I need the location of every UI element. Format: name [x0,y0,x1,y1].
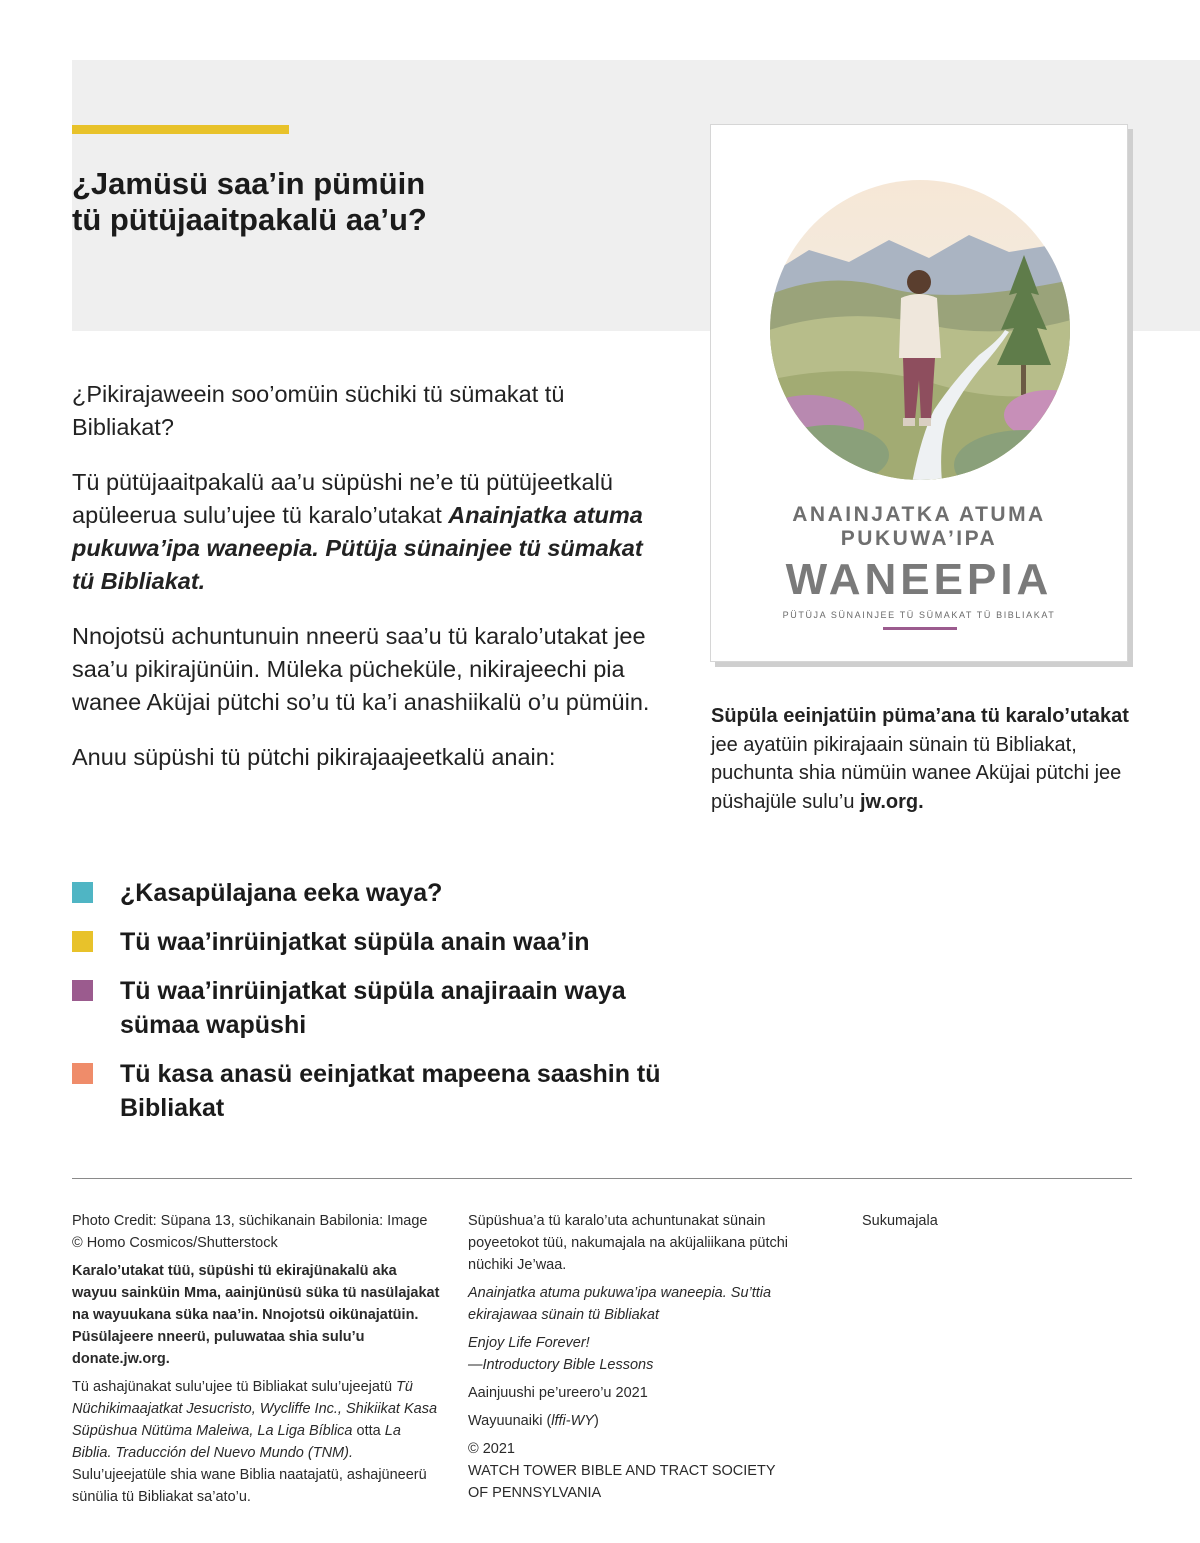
bible-translation-note [72,1376,442,1508]
local-title-text: Anainjatka atuma pukuwa’ipa waneepia. Su’ttia ekirajawaa sünain tü Bibliakat [468,1285,772,1323]
photo-credit: Photo Credit: Süpana 13, süchikanain Babilonia: Image © Homo Cosmicos/Shutterstock [72,1213,428,1251]
topic-label: Tü kasa anasü eeinjatkat mapeena saashin tü Bibliakat [120,1060,661,1122]
topic-label: Tü waa’inrüinjatkat süpüla anajiraain waya sümaa wapüshi [120,977,626,1039]
intro-question: ¿Pikirajaweein soo’omüin süchiki tü sümakat tü Bibliakat? [72,381,565,440]
printing-info: Aainjuushi pe’ureero’u 2021 [468,1385,648,1401]
bible-note-part: otta [352,1423,385,1439]
footer-col-credits [72,1210,442,1514]
cover-title-main: WANEEPIA [785,555,1053,604]
page-title-line1: ¿Jamüsü saa’in pümüin [72,166,426,201]
copyright-year: © 2021 [468,1441,515,1457]
publisher-line2: OF PENNSYLVANIA [468,1485,602,1501]
intro-description-text: Tü pütüjaaitpakalü aa’u süpüshi ne’e tü pütüjeetkalü apüleerua sulu’ujee tü karalo’utakat [72,469,613,528]
jw-org-link[interactable]: jw.org. [860,790,924,813]
side-note [711,702,1131,816]
bible-note-part: La Biblia. Traducción del Nuevo Mundo (TNM). [72,1423,401,1461]
donation-note: Karalo’utakat tüü, süpüshi tü ekirajünakalü aka wayuu sainküin Mma, aainjünüsü süka tü nasülajakat na wayuukana süka naa’in. Nnojotsü oikünajatüin. Püsülajeere nneerü, puluwataa shia sulu’u donate.jw.org. [72,1263,440,1367]
bible-note-part: Sulu’ujeejatüle shia wane Biblia naatajatü, ashajüneerü sünülia tü Bibliakat sa’ato’u. [72,1467,427,1505]
english-title-line2: —Introductory Bible Lessons [468,1357,654,1373]
cover-illustration [769,180,1071,500]
intro-offer: Nnojotsü achuntunuin nneerü saa’u tü karalo’utakat jee saa’u pikirajünüin. Müleka pücheküle, nikirajeechi pia wanee Aküjai pütchi so’u tü ka’i anashiikalü o’u pümüin. [72,623,650,715]
english-title-line1: Enjoy Life Forever! [468,1335,590,1351]
local-title [468,1282,808,1326]
cover-subtitle: PÜTÜJA SÜNAINJEE TÜ SÜMAKAT TÜ BIBLIAKAT [782,610,1056,620]
cover-title-line2: PUKUWA’IPA [840,527,998,550]
footer-col-stamp [862,1210,1062,1238]
stamp-label: Sukumajala [862,1213,938,1229]
book-title-inline: Anainjatka atuma pukuwa’ipa waneepia. Pütüja sünainjee tü sümakat tü Bibliakat. [72,502,643,594]
publisher-line1: WATCH TOWER BIBLE AND TRACT SOCIETY [468,1463,776,1479]
intro-description [72,466,652,598]
footer-divider [72,1178,1132,1179]
bible-note-part: Tü ashajünakat sulu’ujee tü Bibliakat sulu’ujeejatü [72,1379,397,1395]
topic-label: Tü waa’inrüinjatkat süpüla anain waa’in [120,928,590,956]
language-info [468,1410,808,1432]
salmon-square-icon [72,1063,93,1084]
topic-item [72,1057,672,1125]
english-title [468,1332,808,1376]
side-note-text: jee ayatüin pikirajaain sünain tü Bibliakat, puchunta shia nümüin wanee Aküjai pütchi jee püshajüle sulu’u [711,733,1122,813]
teal-square-icon [72,882,93,903]
bible-note-part: Tü Nüchikimaajatkat Jesucristo, Wycliffe Inc., Shikiikat Kasa Süpüshua Nütüma Maleiwa, La Liga Bíblica [72,1379,438,1439]
intro-text [72,378,652,796]
purple-square-icon [72,980,93,1001]
language-prefix: Wayuunaiki ( [468,1413,552,1429]
publisher-about: Süpüshua’a tü karalo’uta achuntunakat sünain poyeetokot tüü, nakumajala na aküjaliikana pütchi nüchiki Je’waa. [468,1213,789,1273]
copyright [468,1438,808,1504]
footer-col-publication [468,1210,808,1510]
page-title-line2: tü pütüjaaitpakalü aa’u? [72,202,427,237]
language-code: lffi-WY [551,1413,594,1429]
accent-bar [72,125,289,134]
book-cover [710,124,1128,662]
topic-item [72,925,672,959]
topic-label: ¿Kasapülajana eeka waya? [120,879,443,907]
cover-accent-line [883,627,957,630]
topic-item [72,974,672,1042]
cover-title-line1: ANAINJATKA ATUMA [792,503,1046,526]
topic-item [72,876,672,910]
yellow-square-icon [72,931,93,952]
side-note-bold: Süpüla eeinjatüin püma’ana tü karalo’utakat [711,705,1129,727]
topic-list [72,876,672,1140]
language-suffix: ) [593,1413,599,1429]
topics-intro: Anuu süpüshi tü pütchi pikirajaajeetkalü anain: [72,744,556,770]
page-title [72,166,632,238]
